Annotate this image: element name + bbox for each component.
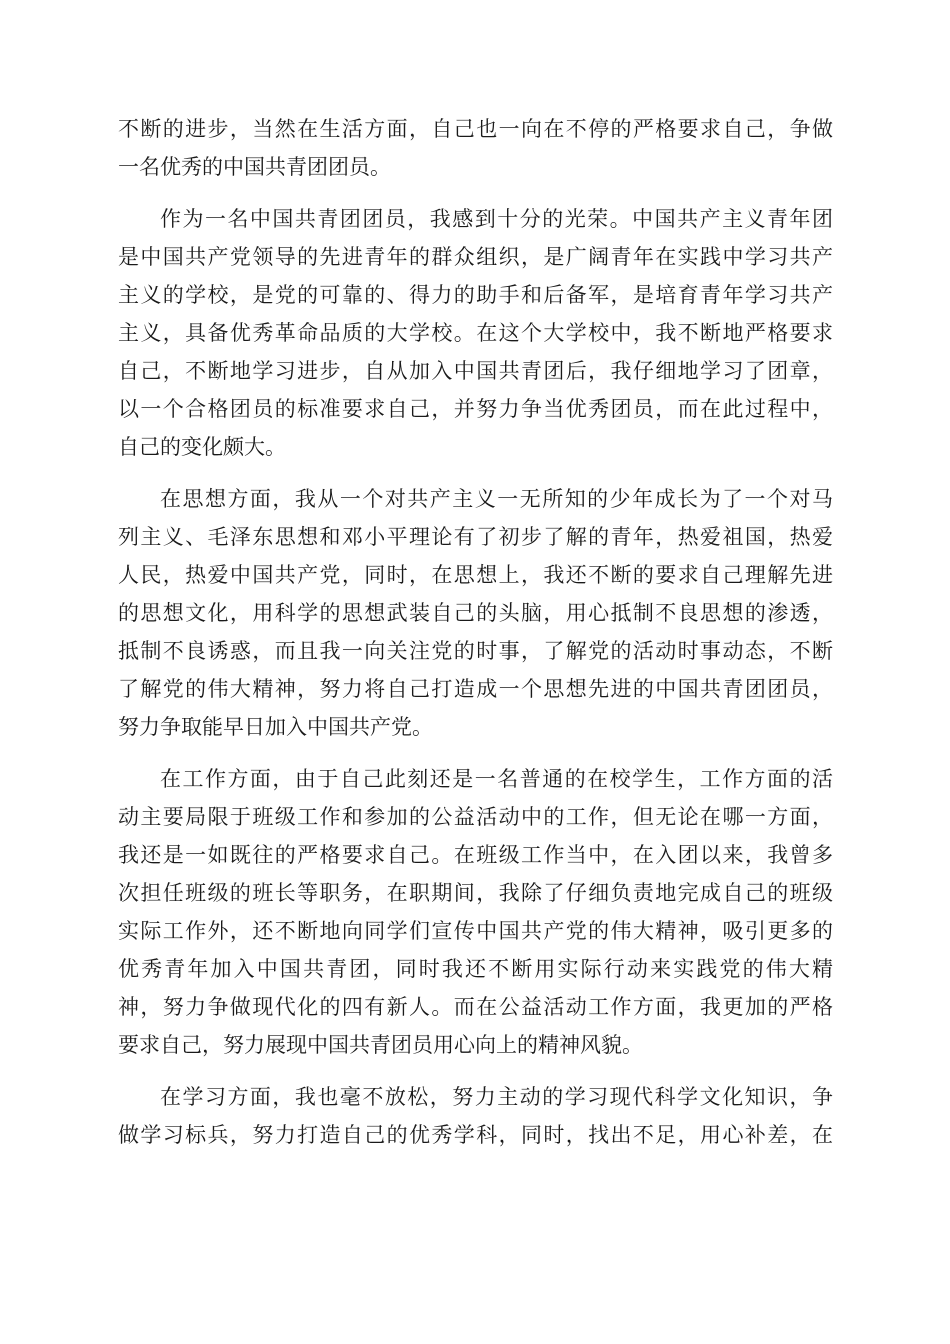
text-line: 是中国共产党领导的先进青年的群众组织，是广阔青年在实践中学习共产 [118, 245, 833, 269]
text-line: 自己的变化颇大。 [118, 435, 286, 459]
text-line: 的思想文化，用科学的思想武装自己的头脑，用心抵制不良思想的渗透， [118, 601, 833, 625]
text-line: 以一个合格团员的标准要求自己，并努力争当优秀团员，而在此过程中， [118, 397, 833, 421]
text-line: 自己，不断地学习进步，自从加入中国共青团后，我仔细地学习了团章， [118, 359, 833, 383]
text-line: 主义，具备优秀革命品质的大学校。在这个大学校中，我不断地严格要求 [118, 321, 833, 345]
paragraph-first-line: 作为一名中国共青团团员，我感到十分的光荣。中国共产主义青年团 [160, 207, 833, 231]
text-line: 了解党的伟大精神，努力将自己打造成一个思想先进的中国共青团团员， [118, 677, 833, 701]
text-line: 做学习标兵，努力打造自己的优秀学科，同时，找出不足，用心补差，在 [118, 1123, 833, 1147]
text-line: 一名优秀的中国共青团团员。 [118, 155, 391, 179]
text-line: 实际工作外，还不断地向同学们宣传中国共产党的伟大精神，吸引更多的 [118, 919, 833, 943]
text-line: 次担任班级的班长等职务，在职期间，我除了仔细负责地完成自己的班级 [118, 881, 833, 905]
text-line: 我还是一如既往的严格要求自己。在班级工作当中，在入团以来，我曾多 [118, 843, 833, 867]
text-line: 优秀青年加入中国共青团，同时我还不断用实际行动来实践党的伟大精 [118, 957, 833, 981]
text-line: 动主要局限于班级工作和参加的公益活动中的工作，但无论在哪一方面， [118, 805, 833, 829]
text-line: 主义的学校，是党的可靠的、得力的助手和后备军，是培育青年学习共产 [118, 283, 833, 307]
paragraph-first-line: 在学习方面，我也毫不放松，努力主动的学习现代科学文化知识，争 [160, 1085, 833, 1109]
text-line: 列主义、毛泽东思想和邓小平理论有了初步了解的青年，热爱祖国，热爱 [118, 525, 833, 549]
text-line: 抵制不良诱惑，而且我一向关注党的时事，了解党的活动时事动态，不断 [118, 639, 833, 663]
text-line: 努力争取能早日加入中国共产党。 [118, 715, 433, 739]
text-line: 神，努力争做现代化的四有新人。而在公益活动工作方面，我更加的严格 [118, 995, 833, 1019]
paragraph-first-line: 在思想方面，我从一个对共产主义一无所知的少年成长为了一个对马 [160, 487, 833, 511]
text-line: 人民，热爱中国共产党，同时，在思想上，我还不断的要求自己理解先进 [118, 563, 833, 587]
text-line: 要求自己，努力展现中国共青团员用心向上的精神风貌。 [118, 1033, 643, 1057]
text-line: 不断的进步，当然在生活方面，自己也一向在不停的严格要求自己，争做 [118, 117, 833, 141]
paragraph-first-line: 在工作方面，由于自己此刻还是一名普通的在校学生，工作方面的活 [160, 767, 833, 791]
